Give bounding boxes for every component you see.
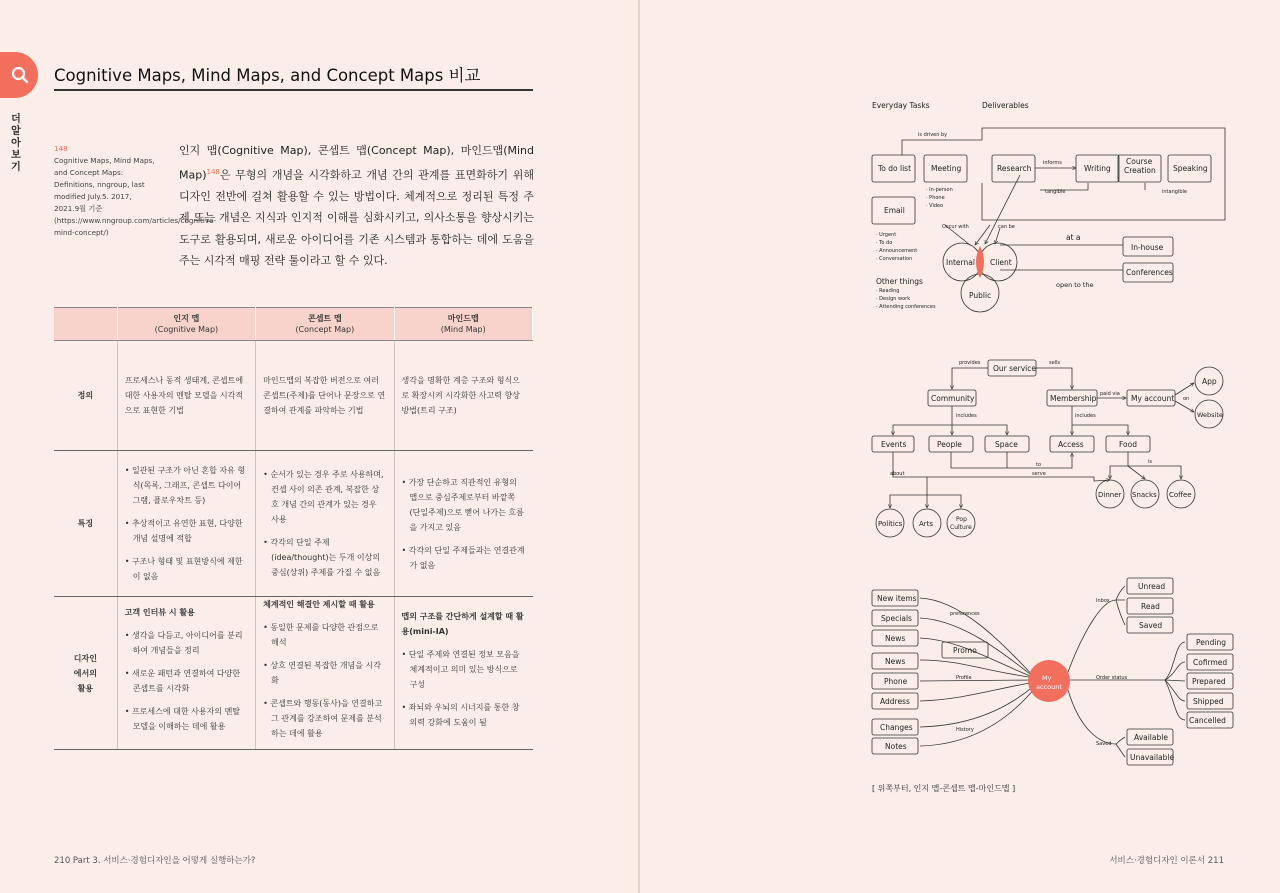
label-to: to <box>1036 462 1042 468</box>
node-membership: Membership <box>1050 394 1097 403</box>
label-history: History <box>956 727 974 733</box>
node-access: Access <box>1058 440 1084 449</box>
concept-map <box>872 360 1223 537</box>
header-cognitive: 인지 맵 (Cognitive Map) <box>117 308 255 341</box>
list-item: • 동일한 문제를 다양한 관점으로 해석 <box>263 623 379 647</box>
figure-caption: [ 위쪽부터, 인지 맵-콘셉트 맵-마인드맵 ] <box>872 784 1016 793</box>
mind-node: Address <box>880 697 910 706</box>
label-saved: Saved <box>1096 741 1112 747</box>
node-speaking: Speaking <box>1173 164 1208 173</box>
table-row <box>54 451 533 597</box>
title-divider <box>54 89 533 91</box>
right-page <box>640 0 1280 893</box>
label-todo-b: · To do <box>876 240 893 246</box>
node-writing: Writing <box>1084 164 1111 173</box>
label-about: about <box>890 471 905 477</box>
label-on: on <box>1183 396 1190 402</box>
search-tab[interactable] <box>0 52 38 98</box>
mind-node-promo: Promo <box>953 646 977 655</box>
label-conversation: · Conversation <box>876 256 913 262</box>
header-mind: 마인드맵 (Mind Map) <box>394 308 532 341</box>
table-row <box>54 597 533 750</box>
node-my-account: My account <box>1131 394 1175 403</box>
cell: 마인드맵의 복잡한 버전으로 여러 콘셉트(주제)를 단어나 문장으로 연결하여 관계를 파악하는 기법 <box>256 341 394 451</box>
mind-node: Shipped <box>1193 697 1224 706</box>
node-our-service: Our service <box>993 364 1036 373</box>
list-item: • 생각을 다듬고, 아이디어를 분리하여 개념들을 정리 <box>124 630 243 655</box>
mind-node: News <box>885 634 906 643</box>
node-internal: Internal <box>946 258 975 267</box>
cell <box>394 451 532 597</box>
node-food: Food <box>1119 440 1137 449</box>
diagrams <box>640 0 1280 893</box>
label-sells: sells <box>1049 360 1061 366</box>
mind-center: My <box>1042 674 1052 682</box>
row-head-definition: 정의 <box>54 341 117 451</box>
label-inperson: · In-person <box>926 187 953 193</box>
label-preferences: preferences <box>950 611 980 617</box>
label-order-status: Order status <box>1096 675 1128 681</box>
cell: 프로세스나 동적 생태계, 콘셉트에 대한 사용자의 멘탈 모델을 시각적으로 표현한 기법 <box>117 341 255 451</box>
label-can-be: can be <box>998 224 1015 230</box>
label-announcement: · Announcement <box>876 248 918 254</box>
cell <box>117 451 255 597</box>
cell: 맵의 구조를 간단하게 설계할 때 활용(mini-IA) • 단일 주제와 연결된 정보 모음을 체계적이고 의미 있는 방식으로 구성 • 좌뇌와 우뇌의 시너지를 통한 창의력 강화에 도움이 됨 <box>394 597 532 750</box>
mind-node: Saved <box>1139 621 1163 630</box>
mind-node: Changes <box>880 723 913 732</box>
mind-node: Unread <box>1138 582 1166 591</box>
cell: 고객 인터뷰 시 활용 • 생각을 다듬고, 아이디어를 분리하여 개념들을 정리 • 새로운 패턴과 연결하여 다양한 콘셉트를 시각화 • 프로세스에 대한 사용자의 멘탈 모델을 이해하는 데에 활용 <box>117 597 255 750</box>
label-everyday: Everyday Tasks <box>872 101 930 110</box>
mind-node: Available <box>1134 733 1168 742</box>
label-open-to-the: open to the <box>1056 281 1094 289</box>
mind-node: Cofirmed <box>1193 658 1228 667</box>
label-includes-1: includes <box>956 413 977 419</box>
node-course: Course <box>1126 157 1153 166</box>
cognitive-map <box>872 101 1225 312</box>
row-head-usage: 디자인 에서의 활용 <box>54 597 117 750</box>
footnote-number: 148 <box>54 144 68 153</box>
mind-node: Pending <box>1196 638 1226 647</box>
mind-center-2: account <box>1036 683 1062 691</box>
label-deliverables: Deliverables <box>982 101 1029 110</box>
node-politics: Politics <box>878 520 903 528</box>
label-includes-2: includes <box>1075 413 1096 419</box>
node-email: Email <box>884 206 905 215</box>
table-row <box>54 341 533 451</box>
node-inhouse: In-house <box>1131 243 1164 252</box>
table-header-row <box>54 308 533 341</box>
intro-paragraph: 인지 맵(Cognitive Map), 콘셉트 맵(Concept Map), 마인드맵(Mind Map)$^{148}$은 무형의 개념을 시각화하고 개념 간의 관계를 표면화하기 위해 디자인 전반에 걸쳐 활용할 수 있는 방법이다. 체계적으로 정리된 특정 주제 또는 개념은 지식과 인지적 이해를 심화시키고, 의사소통을 향상시키는 도구로 활용되며, 새로운 아이디어를 기존 시스템과 통합하는 데에 도움을 주는 시각적 매핑 전략 툴이라고 할 수 있다. <box>179 144 534 268</box>
label-other-things: Other things <box>876 277 923 286</box>
mind-node: Prepared <box>1192 677 1226 686</box>
header-empty <box>54 308 117 341</box>
mind-node: Notes <box>885 742 907 751</box>
node-conferences: Conferences <box>1126 268 1173 277</box>
mind-node: Cancelled <box>1189 716 1226 725</box>
label-is-driven-by: is driven by <box>918 132 948 138</box>
label-tangible: tangible <box>1045 189 1066 195</box>
node-website: Website <box>1197 411 1223 419</box>
list-item: • 각각의 단일 주제(idea/thought)는 두개 이상의 중심(상위) 주제를 가질 수 없음 <box>263 538 381 577</box>
label-occur-with: Occur with <box>942 224 969 230</box>
list-item: • 각각의 단일 주제들과는 연결관계가 없음 <box>401 545 525 570</box>
label-inbox: Inbox <box>1096 598 1110 604</box>
mind-node: News <box>885 657 906 666</box>
mind-node: New items <box>877 594 917 603</box>
label-video: · Video <box>926 203 944 209</box>
search-icon <box>11 66 29 84</box>
label-informs: informs <box>1043 160 1062 166</box>
mind-node: Phone <box>884 677 908 686</box>
mind-node: Read <box>1141 602 1160 611</box>
page-footer-left: 210 Part 3. 서비스·경험디자인을 어떻게 실행하는가? <box>54 856 256 866</box>
footnote-text: Cognitive Maps, Mind Maps, and Concept Maps: Definitions, nngroup, last modified July.5. 2017, 2021.9월 기준 (https://www.nngroup.com/articles/cognitive-mind-concept/) <box>54 156 217 237</box>
label-urgent: · Urgent <box>876 232 897 238</box>
list-item: • 추상적이고 유연한 표현, 다양한 개념 설명에 적합 <box>124 519 243 543</box>
label-at-a: at a <box>1066 233 1081 242</box>
node-dinner: Dinner <box>1098 491 1122 499</box>
page-title: Cognitive Maps, Mind Maps, and Concept Maps 비교 <box>54 66 481 85</box>
node-snacks: Snacks <box>1132 491 1157 499</box>
cell: 생각을 명확한 계층 구조와 형식으로 확장시켜 시각화한 사고력 향상 방법(트리 구조) <box>394 341 532 451</box>
node-research: Research <box>997 164 1032 173</box>
node-public: Public <box>969 291 992 300</box>
node-app: App <box>1202 377 1217 386</box>
label-profile: Profile <box>956 675 972 681</box>
list-item: • 상호 연결된 복잡한 개념을 시각화 <box>263 661 382 685</box>
list-item: • 일관된 구조가 아닌 혼합 자유 형식(목록, 그래프, 콘셉트 다이어그램, 플로우차트 등) <box>124 466 246 505</box>
list-item: • 구조나 형태 및 표현방식에 제한이 없음 <box>124 557 243 581</box>
label-phone: · Phone <box>926 195 945 201</box>
node-people: People <box>937 440 962 449</box>
row-head-features: 특징 <box>54 451 117 597</box>
node-course-2: Creation <box>1124 166 1156 175</box>
label-is: is <box>1148 459 1152 465</box>
node-events: Events <box>881 440 907 449</box>
list-item: • 가장 단순하고 직관적인 유형의 맵으로 중심주제로부터 바깥쪽(단일주제)으로 뻗어 나가는 흐름을 가지고 있음 <box>401 477 524 532</box>
footnote-ref[interactable]: 148 <box>206 167 220 176</box>
comparison-table <box>54 307 533 750</box>
node-community: Community <box>931 394 975 403</box>
label-paid-via: paid via <box>1100 391 1120 397</box>
list-item: • 새로운 패턴과 연결하여 다양한 콘셉트를 시각화 <box>124 668 241 693</box>
mind-map <box>872 578 1233 765</box>
mind-node: Specials <box>881 614 912 623</box>
node-client: Client <box>990 258 1012 267</box>
cell: 체계적인 해결안 제시할 때 활용 • 동일한 문제를 다양한 관점으로 해석 • 상호 연결된 복잡한 개념을 시각화 • 콘셉트와 행동(동사)을 연결하고 그 관계를 강조하여 문제를 분석하는 데에 활용 <box>256 597 394 750</box>
label-reading: · Reading <box>876 288 900 294</box>
label-attending: · Attending conferences <box>876 304 936 310</box>
mind-node: Unavailable <box>1130 753 1175 762</box>
label-provides: provides <box>959 360 981 366</box>
label-serve: serve <box>1032 471 1046 477</box>
footnote <box>54 143 217 239</box>
node-coffee: Coffee <box>1169 491 1192 499</box>
list-item: • 콘셉트와 행동(동사)을 연결하고 그 관계를 강조하여 문제를 분석하는 데에 활용 <box>263 699 383 738</box>
page-footer-right: 서비스·경험디자인 이론서 211 <box>1109 856 1224 866</box>
cell <box>256 451 394 597</box>
header-concept: 콘셉트 맵 (Concept Map) <box>256 308 394 341</box>
node-pop-culture-2: Culture <box>950 524 972 531</box>
list-item: • 프로세스에 대한 사용자의 멘탈 모델을 이해하는 데에 활용 <box>124 706 241 731</box>
node-space: Space <box>995 440 1018 449</box>
label-design-work: · Design work <box>876 296 911 302</box>
node-arts: Arts <box>919 520 934 528</box>
label-intangible: intangible <box>1162 189 1187 195</box>
section-vertical-label: 더 알 아 보 기 <box>11 114 21 173</box>
node-meeting: Meeting <box>931 164 962 173</box>
list-item: • 순서가 있는 경우 주로 사용하며, 컨셉 사이 의존 관계, 복잡한 상호 개념 간의 관계가 있는 경우 사용 <box>263 470 384 524</box>
node-pop-culture: Pop <box>956 516 967 523</box>
node-todo: To do list <box>878 164 912 173</box>
list-item: • 단일 주제와 연결된 정보 모음을 체계적이고 의미 있는 방식으로 구성 <box>401 649 520 689</box>
list-item: • 좌뇌와 우뇌의 시너지를 통한 창의력 강화에 도움이 됨 <box>401 702 520 727</box>
